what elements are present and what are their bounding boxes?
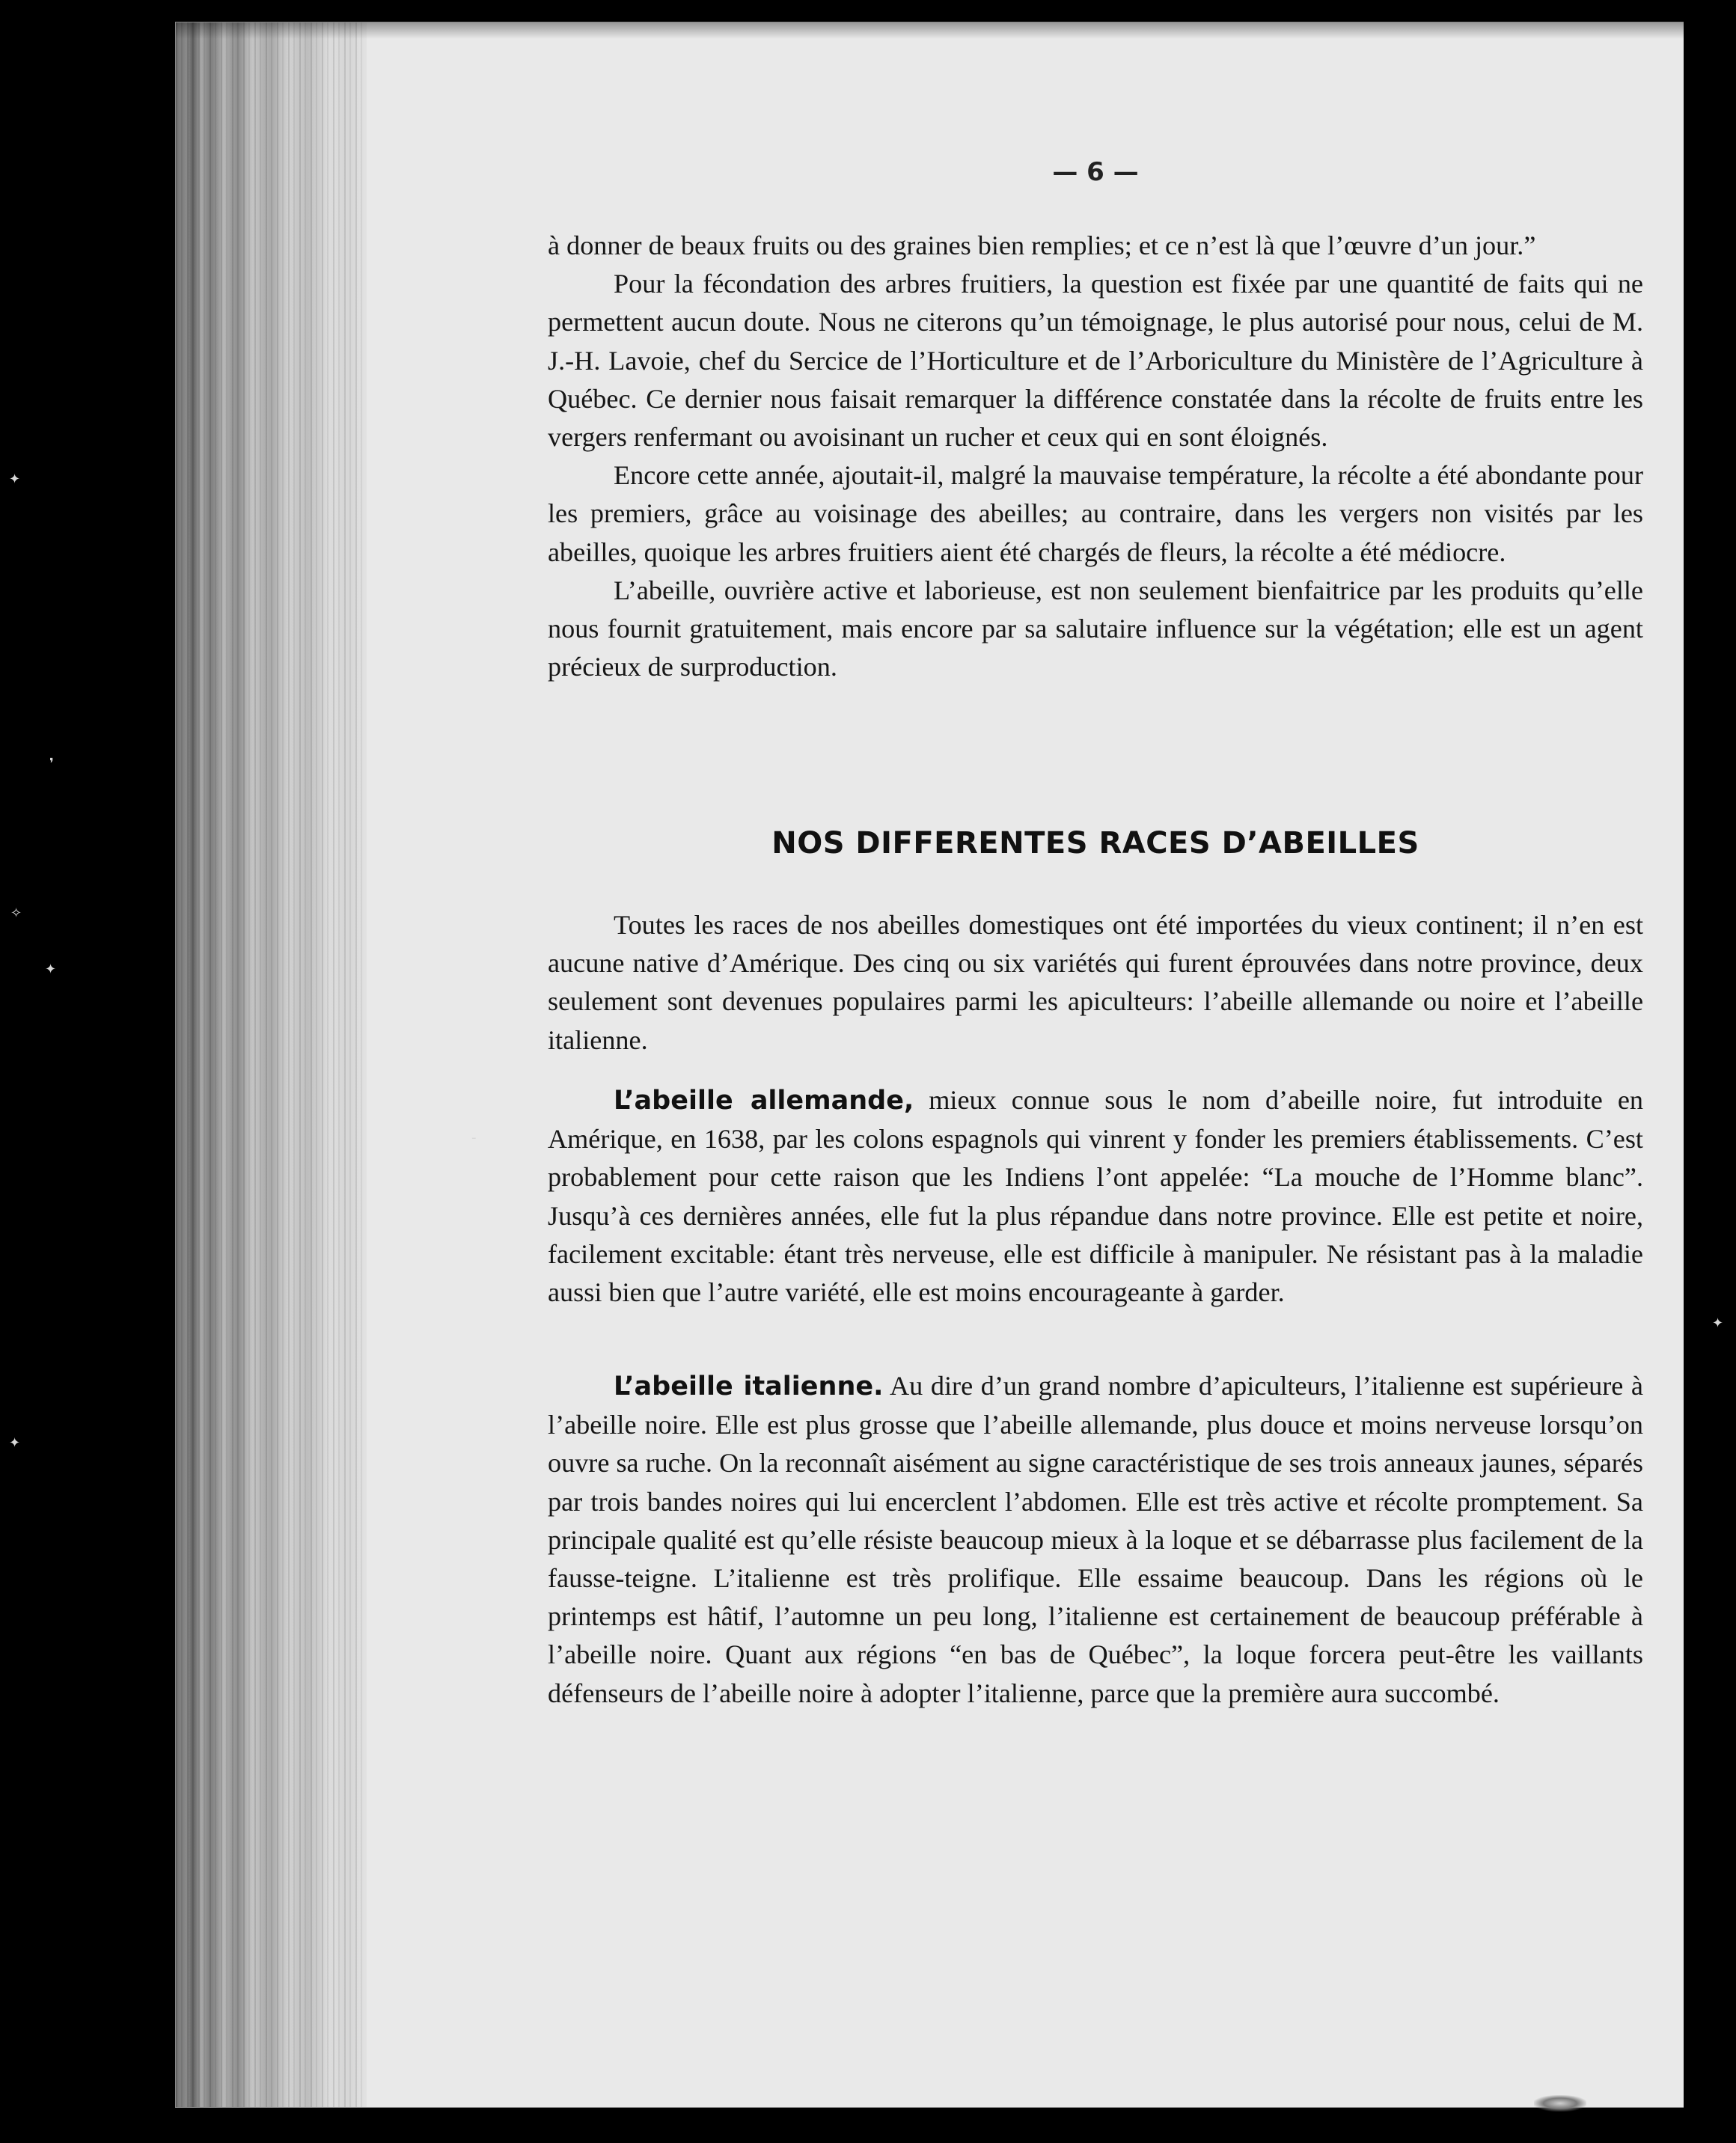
paragraph <box>548 1367 1643 1713</box>
paragraph: Encore cette année, ajoutait-il, malgré la mauvaise température, la récolte a été abondante pour les premiers, grâce au voisinage des abeilles; au contraire, dans les vergers non visités par les abeilles, quoique les arbres fruitiers aient été chargés de fleurs, la récolte a été médiocre. <box>548 460 1643 567</box>
page-top-shadow <box>176 22 1684 39</box>
italian-bee-heading: L’abeille italienne. <box>614 1372 884 1401</box>
page-number: — 6 — <box>1052 157 1139 187</box>
german-bee-heading: L’abeille allemande, <box>614 1086 914 1116</box>
paragraph: Toutes les races de nos abeilles domestiques ont été importées du vieux continent; il n’en est aucune native d’Amérique. Des cinq ou six variétés qui furent éprouvées dans notre province, deux seulement sont devenues populaires parmi les apiculteurs: l’abeille allemande ou noire et l’abeille italienne. <box>548 910 1643 1055</box>
german-bee-text: mieux connue sous le nom d’abeille noire, fut introduite en Amérique, en 1638, par les colons espagnols qui vinrent y fonder les premiers établissements. C’est probablement pour cette raison que les Indiens l’ont appelée: “La mouche de l’Homme blanc”. Jusqu’à ces dernières années, elle fut la plus répandue dans notre province. Elle est petite et noire, facilement excitable: étant très nerveuse, elle est difficile à manipuler. Ne résistant pas à la maladie aussi bien que l’autre variété, elle est moins encourageante à garder. <box>548 1085 1643 1308</box>
margin-speck: ✦ <box>9 471 21 487</box>
margin-speck: ❜ <box>49 756 54 771</box>
paragraph: L’abeille, ouvrière active et laborieuse, est non seulement bienfaitrice par les produits qu’elle nous fournit gratuitement, mais encore par sa salutaire influence sur la végétation; elle est un agent précieux de surproduction. <box>548 575 1643 682</box>
margin-speck: ✦ <box>9 1435 21 1451</box>
paragraph <box>548 1081 1643 1312</box>
races-intro <box>548 906 1643 1060</box>
margin-speck: ✧ <box>10 905 22 921</box>
italian-bee-section <box>548 1367 1643 1713</box>
italian-bee-text: Au dire d’un grand nombre d’apiculteurs, l’italienne est supérieure à l’abeille noire. Elle est plus grosse que l’abeille allemande, plus douce et moins nerveuse lorsqu’on ouvre sa ruche. On la reconnaît aisément au signe caractéristique de ses trois anneaux jaunes, séparés par trois bandes noires qui lui encerclent l’abdomen. Elle est très active et récolte promptement. Sa principale qualité est qu’elle résiste beaucoup mieux à la loque et se débarrasse plus facilement de la fausse-teigne. L’italienne est très prolifique. Elle essaime beaucoup. Dans les régions où le printemps est hâtif, l’automne un peu long, l’italienne est certainement de beaucoup préférable à l’abeille noire. Quant aux régions “en bas de Québec”, la loque forcera peut-être les vaillants défenseurs de l’abeille noire à adopter l’italienne, parce que la première aura succombé. <box>548 1371 1644 1708</box>
german-bee-section <box>548 1081 1643 1312</box>
margin-speck: - <box>471 1130 477 1146</box>
book-spine <box>176 22 367 2107</box>
paragraph: à donner de beaux fruits ou des graines bien remplies; et ce n’est là que l’œuvre d’un jour.” <box>548 230 1536 260</box>
section-heading: NOS DIFFERENTES RACES D’ABEILLES <box>771 826 1419 860</box>
margin-speck: ✦ <box>45 962 57 977</box>
scan-border-right <box>1684 7 1736 2143</box>
scan-smudge <box>1534 2095 1586 2112</box>
paragraph: Pour la fécondation des arbres fruitiers, la question est fixée par une quantité de faits qui ne permettent aucun doute. Nous ne citerons qu’un témoignage, le plus autorisé pour nous, celui de M. J.-H. Lavoie, chef du Sercice de l’Horticulture et de l’Arboriculture du Ministère de l’Agriculture à Québec. Ce dernier nous faisait remarquer la différence constatée dans la récolte de fruits entre les vergers renfermant ou avoisinant un rucher et ceux qui en sont éloignés. <box>548 269 1643 453</box>
margin-speck: ✦ <box>1712 1315 1724 1331</box>
intro-text <box>548 227 1643 686</box>
